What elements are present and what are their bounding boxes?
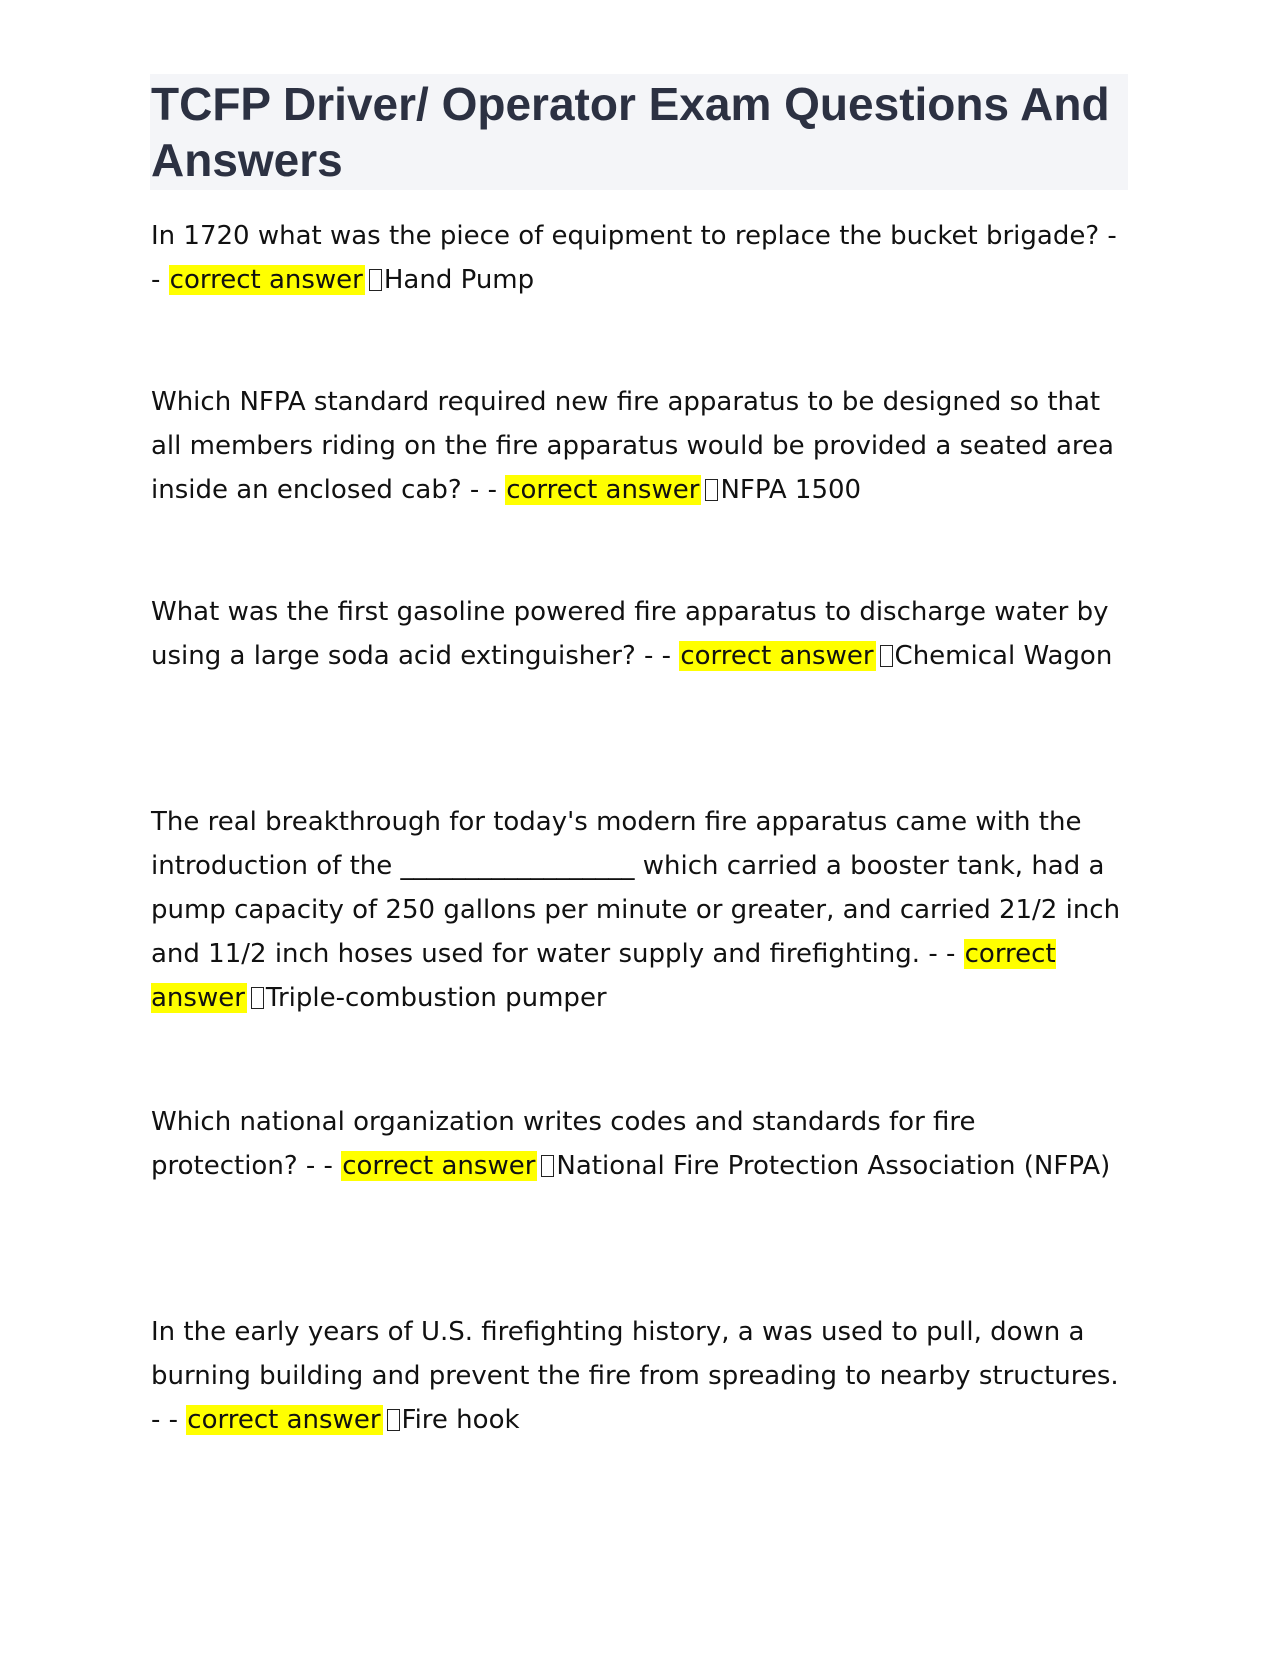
answer-label-highlight: correct answer xyxy=(151,939,1056,1013)
answer-text: Triple-combustion pumper xyxy=(265,983,607,1013)
answer-label-highlight: correct answer xyxy=(187,1405,381,1435)
question-text: In the early years of U.S. firefighting history, a was used to pull, down a burning building and prevent the fire from spreading to nearby structures. - - xyxy=(151,1317,1119,1435)
answer-text: Hand Pump xyxy=(383,265,535,295)
missing-glyph-icon xyxy=(705,479,718,501)
answer-text: NFPA 1500 xyxy=(720,475,862,505)
answer-label-highlight: correct answer xyxy=(680,641,874,671)
missing-glyph-icon xyxy=(387,1409,400,1431)
answer-text: Fire hook xyxy=(401,1405,520,1435)
document-title: TCFP Driver/ Operator Exam Questions And Answers xyxy=(151,78,1110,186)
answer-label-highlight: correct answer xyxy=(506,475,700,505)
answer-text: National Fire Protection Association (NFPA) xyxy=(556,1151,1111,1181)
title-block xyxy=(150,74,1128,190)
question-text: The real breakthrough for today's modern fire apparatus came with the introduction of the __________________ which carried a booster tank, had a pump capacity of 250 gallons per minute or greater, and carried 21/2 inch and 11/2 inch hoses used for water supply and firefighting. - - xyxy=(151,807,1121,969)
qa-item-5 xyxy=(151,1100,1126,1188)
answer-label-highlight: correct answer xyxy=(169,265,363,295)
question-text: Which NFPA standard required new fire apparatus to be designed so that all members riding on the fire apparatus would be provided a seated area inside an enclosed cab? - - xyxy=(151,387,1114,505)
qa-item-1 xyxy=(151,214,1126,302)
answer-text: Chemical Wagon xyxy=(894,641,1113,671)
question-text: What was the first gasoline powered fire apparatus to discharge water by using a large soda acid extinguisher? - - xyxy=(151,597,1109,671)
question-text: In 1720 what was the piece of equipment to replace the bucket brigade? - - xyxy=(151,221,1117,295)
missing-glyph-icon xyxy=(541,1155,554,1177)
qa-item-3 xyxy=(151,590,1126,678)
answer-label-highlight: correct answer xyxy=(342,1151,536,1181)
missing-glyph-icon xyxy=(251,987,264,1009)
qa-item-4 xyxy=(151,800,1126,1020)
qa-item-6 xyxy=(151,1310,1126,1442)
question-text: Which national organization writes codes and standards for fire protection? - - xyxy=(151,1107,976,1181)
qa-item-2 xyxy=(151,380,1126,512)
missing-glyph-icon xyxy=(369,269,382,291)
missing-glyph-icon xyxy=(880,645,893,667)
